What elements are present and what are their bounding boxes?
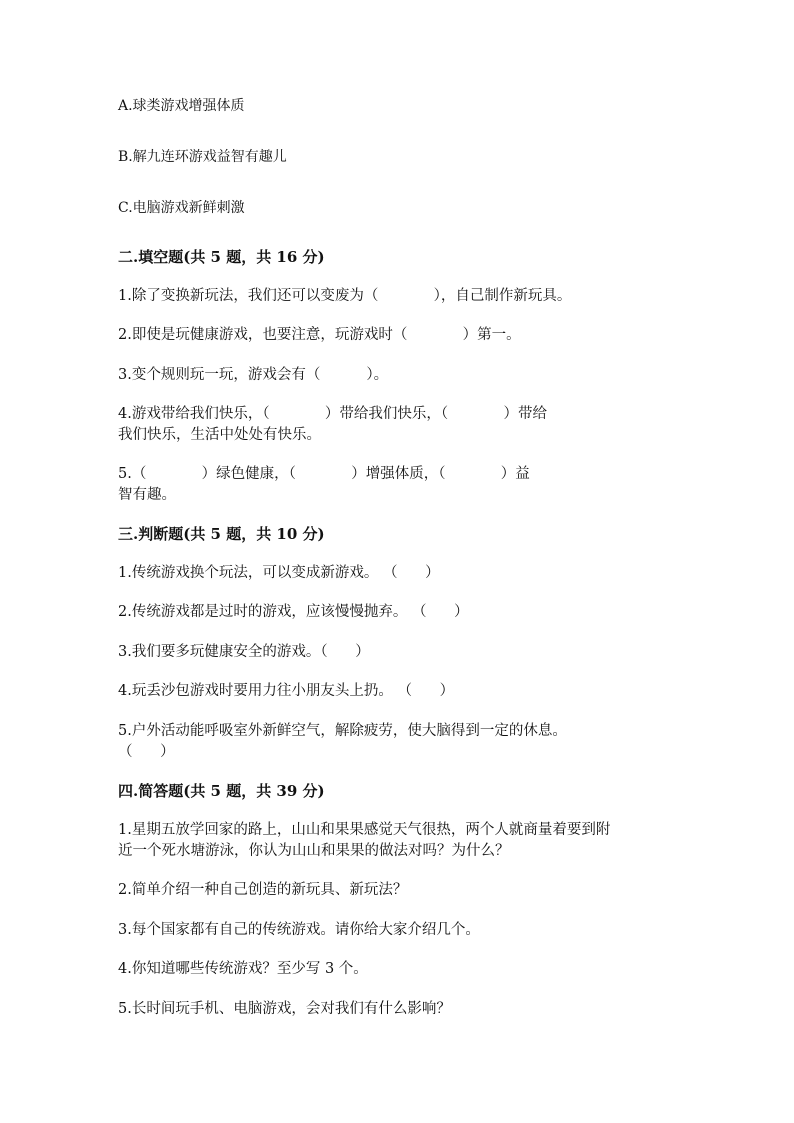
- section-fill-title: 二.填空题(共 5 题，共 16 分): [118, 248, 325, 266]
- fill-question-3: 3.变个规则玩一玩，游戏会有（ ）。: [118, 367, 389, 383]
- judge-question-1: 1.传统游戏换个玩法，可以变成新游戏。 （ ）: [118, 565, 440, 581]
- section-judge-title: 三.判断题(共 5 题，共 10 分): [118, 525, 325, 543]
- judge-question-2: 2.传统游戏都是过时的游戏，应该慢慢抛弃。 （ ）: [118, 604, 469, 620]
- fill-question-2: 2.即使是玩健康游戏，也要注意，玩游戏时（ ）第一。: [118, 327, 521, 343]
- fill-question-5-line-1: 5.（ ）绿色健康，（ ）增强体质，（ ）益: [118, 466, 530, 482]
- short-question-2: 2.简单介绍一种自己创造的新玩具、新玩法？: [118, 882, 408, 898]
- judge-question-3: 3.我们要多玩健康安全的游戏。（ ）: [118, 644, 370, 660]
- option-c: C.电脑游戏新鲜刺激: [118, 200, 245, 216]
- fill-question-4-line-1: 4.游戏带给我们快乐，（ ）带给我们快乐，（ ）带给: [118, 406, 547, 422]
- short-question-1-line-2: 近一个死水塘游泳，你认为山山和果果的做法对吗？为什么？: [118, 843, 510, 859]
- short-question-5: 5.长时间玩手机、电脑游戏，会对我们有什么影响？: [118, 1001, 451, 1017]
- option-b: B.解九连环游戏益智有趣儿: [118, 149, 287, 165]
- section-short-title: 四.简答题(共 5 题，共 39 分): [118, 782, 325, 800]
- fill-question-1: 1.除了变换新玩法，我们还可以变废为（ ），自己制作新玩具。: [118, 288, 572, 304]
- option-a: A.球类游戏增强体质: [118, 98, 245, 114]
- short-question-4: 4.你知道哪些传统游戏？至少写 3 个。: [118, 961, 368, 977]
- fill-question-4-line-2: 我们快乐，生活中处处有快乐。: [118, 427, 321, 443]
- short-question-3: 3.每个国家都有自己的传统游戏。请你给大家介绍几个。: [118, 922, 480, 938]
- judge-question-4: 4.玩丢沙包游戏时要用力往小朋友头上扔。 （ ）: [118, 683, 455, 699]
- fill-question-5-line-2: 智有趣。: [118, 487, 176, 503]
- judge-question-5-line-2: （ ）: [118, 744, 175, 760]
- judge-question-5-line-1: 5.户外活动能呼吸室外新鲜空气，解除疲劳，使大脑得到一定的休息。: [118, 723, 567, 739]
- short-question-1-line-1: 1.星期五放学回家的路上，山山和果果感觉天气很热，两个人就商量着要到附: [118, 822, 611, 838]
